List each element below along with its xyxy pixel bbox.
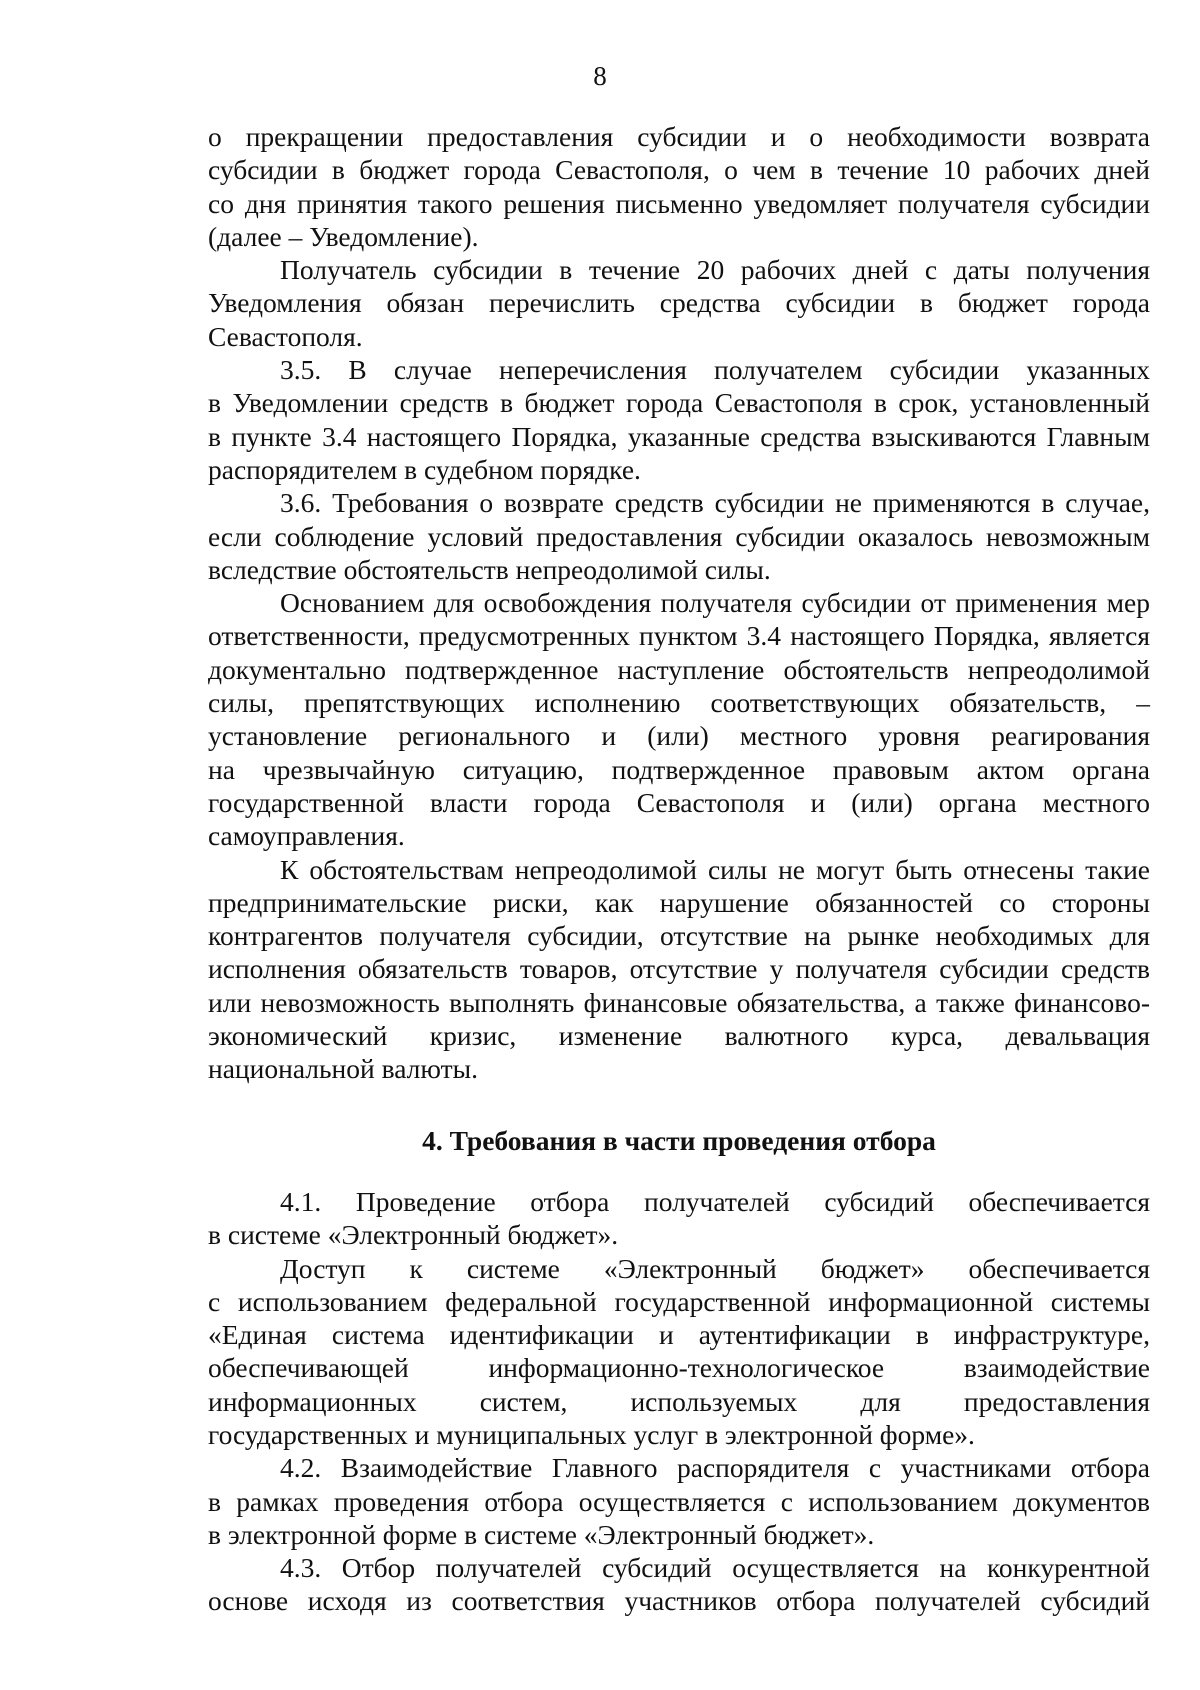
text-line: 3.5. В случае неперечисления получателем субсидии указанных — [280, 354, 1150, 386]
text-line: если соблюдение условий предоставления субсидии оказалось невозможным — [208, 520, 1150, 552]
paragraphs-after-heading — [208, 1185, 1150, 1618]
text-line: о прекращении предоставления субсидии и о необходимости возврата — [208, 121, 1150, 152]
text-line: экономический кризис, изменение валютного курса, девальвация — [208, 1020, 1150, 1052]
text-line: Доступ к системе «Электронный бюджет» обеспечивается — [280, 1252, 1150, 1284]
paragraph — [208, 853, 1150, 1086]
paragraph — [208, 1185, 1150, 1252]
text-line: обеспечивающей информационно-технологическое взаимодействие — [208, 1352, 1150, 1384]
paragraph — [208, 1451, 1150, 1551]
paragraphs-before-heading — [208, 120, 1150, 1086]
text-line: предпринимательские риски, как нарушение обязанностей со стороны — [208, 886, 1150, 918]
text-line: государственной власти города Севастополя и (или) органа местного — [208, 786, 1150, 818]
text-line: 4.1. Проведение отбора получателей субсидий обеспечивается — [280, 1185, 1150, 1217]
text-line: на чрезвычайную ситуацию, подтвержденное правовым актом органа — [208, 753, 1150, 785]
text-line: распорядителем в судебном порядке. — [208, 453, 641, 485]
text-line: в Уведомлении средств в бюджет города Севастополя в срок, установленный — [208, 387, 1150, 419]
paragraph — [208, 486, 1150, 586]
paragraph — [208, 1551, 1150, 1618]
text-line: 3.6. Требования о возврате средств субсидии не применяются в случае, — [280, 487, 1150, 519]
document-body — [208, 120, 1150, 1618]
text-line: контрагентов получателя субсидии, отсутствие на рынке необходимых для — [208, 920, 1150, 952]
text-line: установление регионального и (или) местного уровня реагирования — [208, 720, 1150, 752]
paragraph — [208, 586, 1150, 852]
text-line: государственных и муниципальных услуг в электронной форме». — [208, 1418, 975, 1450]
text-line: информационных систем, используемых для предоставления — [208, 1385, 1150, 1417]
text-line: с использованием федеральной государственной информационной системы — [208, 1285, 1150, 1317]
text-line: Основанием для освобождения получателя субсидии от применения мер — [280, 587, 1150, 619]
paragraph — [208, 1252, 1150, 1452]
text-line: Уведомления обязан перечислить средства субсидии в бюджет города — [208, 287, 1150, 319]
text-line: или невозможность выполнять финансовые обязательства, а также финансово- — [208, 986, 1150, 1018]
text-line: со дня принятия такого решения письменно уведомляет получателя субсидии — [208, 187, 1150, 219]
text-line: 4.2. Взаимодействие Главного распорядителя с участниками отбора — [280, 1452, 1150, 1484]
paragraph — [208, 353, 1150, 486]
text-line: в рамках проведения отбора осуществляется с использованием документов — [208, 1485, 1150, 1517]
text-line: (далее – Уведомление). — [208, 220, 479, 252]
text-line: вследствие обстоятельств непреодолимой силы. — [208, 553, 771, 585]
text-line: в электронной форме в системе «Электронный бюджет». — [208, 1518, 875, 1550]
text-line: исполнения обязательств товаров, отсутствие у получателя субсидии средств — [208, 953, 1150, 985]
text-line: силы, препятствующих исполнению соответствующих обязательств, – — [208, 687, 1150, 719]
section-heading: 4. Требования в части проведения отбора — [422, 1124, 936, 1156]
text-line: «Единая система идентификации и аутентификации в инфраструктуре, — [208, 1319, 1150, 1351]
page-number: 8 — [593, 61, 607, 91]
text-line: 4.3. Отбор получателей субсидий осуществляется на конкурентной — [280, 1552, 1150, 1584]
text-line: в системе «Электронный бюджет». — [208, 1219, 619, 1251]
text-line: ответственности, предусмотренных пунктом 3.4 настоящего Порядка, является — [208, 620, 1150, 652]
text-line: документально подтвержденное наступление обстоятельств непреодолимой — [208, 653, 1150, 685]
text-line: субсидии в бюджет города Севастополя, о чем в течение 10 рабочих дней — [208, 154, 1150, 186]
text-line: К обстоятельствам непреодолимой силы не могут быть отнесены такие — [280, 853, 1150, 885]
text-line: в пункте 3.4 настоящего Порядка, указанные средства взыскиваются Главным — [208, 420, 1150, 452]
text-line: национальной валюты. — [208, 1053, 478, 1085]
text-line: Получатель субсидии в течение 20 рабочих дней с даты получения — [280, 254, 1150, 286]
text-line: основе исходя из соответствия участников отбора получателей субсидий — [208, 1585, 1150, 1617]
text-line: Севастополя. — [208, 320, 363, 352]
paragraph — [208, 120, 1150, 253]
paragraph — [208, 253, 1150, 353]
text-line: самоуправления. — [208, 820, 405, 852]
